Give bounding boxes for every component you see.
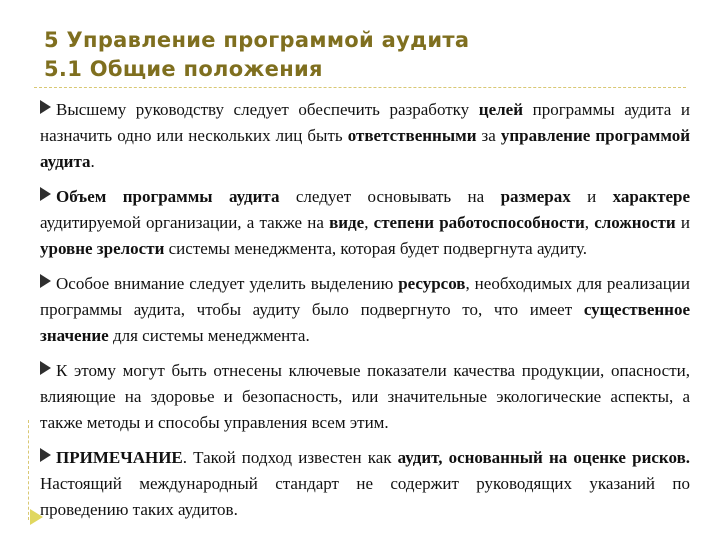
emphasis-text: степени работоспособности: [373, 213, 585, 232]
slide-title: [44, 26, 469, 84]
left-decor-line: [28, 420, 29, 520]
body-text: . Такой подход известен как: [182, 448, 398, 467]
triangle-arrow-icon: [30, 509, 43, 525]
body-text: Высшему руководству следует обеспечить разработку: [56, 100, 479, 119]
bullet-text: [40, 100, 690, 171]
bullet-item-1: [40, 97, 690, 175]
emphasis-text: существенное значение: [40, 300, 690, 345]
arrow-bullet-icon: [40, 100, 51, 114]
body-text: , необходимых для реализации программы аудита, чтобы аудиту было подвергнуто то, что имеет: [40, 274, 690, 319]
emphasis-text: целей: [478, 100, 523, 119]
bullet-item-3: [40, 271, 690, 349]
bullet-item-5: [40, 445, 690, 523]
arrow-bullet-icon: [40, 448, 51, 462]
emphasis-text: размерах: [500, 187, 571, 206]
emphasis-text: характере: [612, 187, 690, 206]
emphasis-text: виде: [329, 213, 365, 232]
body-text: Настоящий международный стандарт не содержит руководящих указаний по проведению таких аудитов.: [40, 474, 690, 519]
emphasis-text: Объем программы аудита: [56, 187, 280, 206]
bullet-text: [40, 361, 690, 432]
bullet-text: [40, 448, 690, 519]
body-text: ,: [584, 213, 595, 232]
section-heading: 5 Управление программой аудита: [44, 28, 470, 52]
arrow-bullet-icon: [40, 187, 51, 201]
body-text: ,: [364, 213, 374, 232]
bullet-item-4: [40, 358, 690, 436]
emphasis-text: управление программой аудита: [40, 126, 691, 171]
emphasis-text: ответственными: [347, 126, 477, 145]
subsection-heading: 5.1 Общие положения: [44, 57, 323, 81]
bullet-text: [40, 187, 690, 258]
body-text: для системы менеджмента.: [108, 326, 310, 345]
body-text: системы менеджмента, которая будет подвергнута аудиту.: [164, 239, 588, 258]
bullet-list: [40, 97, 690, 532]
bullet-item-2: [40, 184, 690, 262]
arrow-bullet-icon: [40, 361, 51, 375]
body-text: следует основывать на: [279, 187, 501, 206]
body-text: за: [476, 126, 501, 145]
body-text: К этому могут быть отнесены ключевые показатели качества продукции, опасности, влияющие на здоровье и безопасность, или значительные экологические аспекты, а также методы и способы управления всем этим.: [40, 361, 690, 432]
body-text: .: [90, 152, 95, 171]
body-text: аудитируемой организации, а также на: [40, 213, 330, 232]
body-text: программы аудита и назначить одно или нескольких лиц быть: [40, 100, 690, 145]
emphasis-text: ПРИМЕЧАНИЕ: [56, 448, 183, 467]
emphasis-text: аудит, основанный на оценке рисков.: [397, 448, 690, 467]
emphasis-text: сложности: [594, 213, 676, 232]
arrow-bullet-icon: [40, 274, 51, 288]
emphasis-text: уровне зрелости: [40, 239, 165, 258]
title-divider: [34, 87, 686, 88]
emphasis-text: ресурсов: [398, 274, 466, 293]
body-text: и: [675, 213, 690, 232]
bullet-text: [40, 274, 690, 345]
body-text: Особое внимание следует уделить выделению: [56, 274, 399, 293]
body-text: и: [570, 187, 613, 206]
